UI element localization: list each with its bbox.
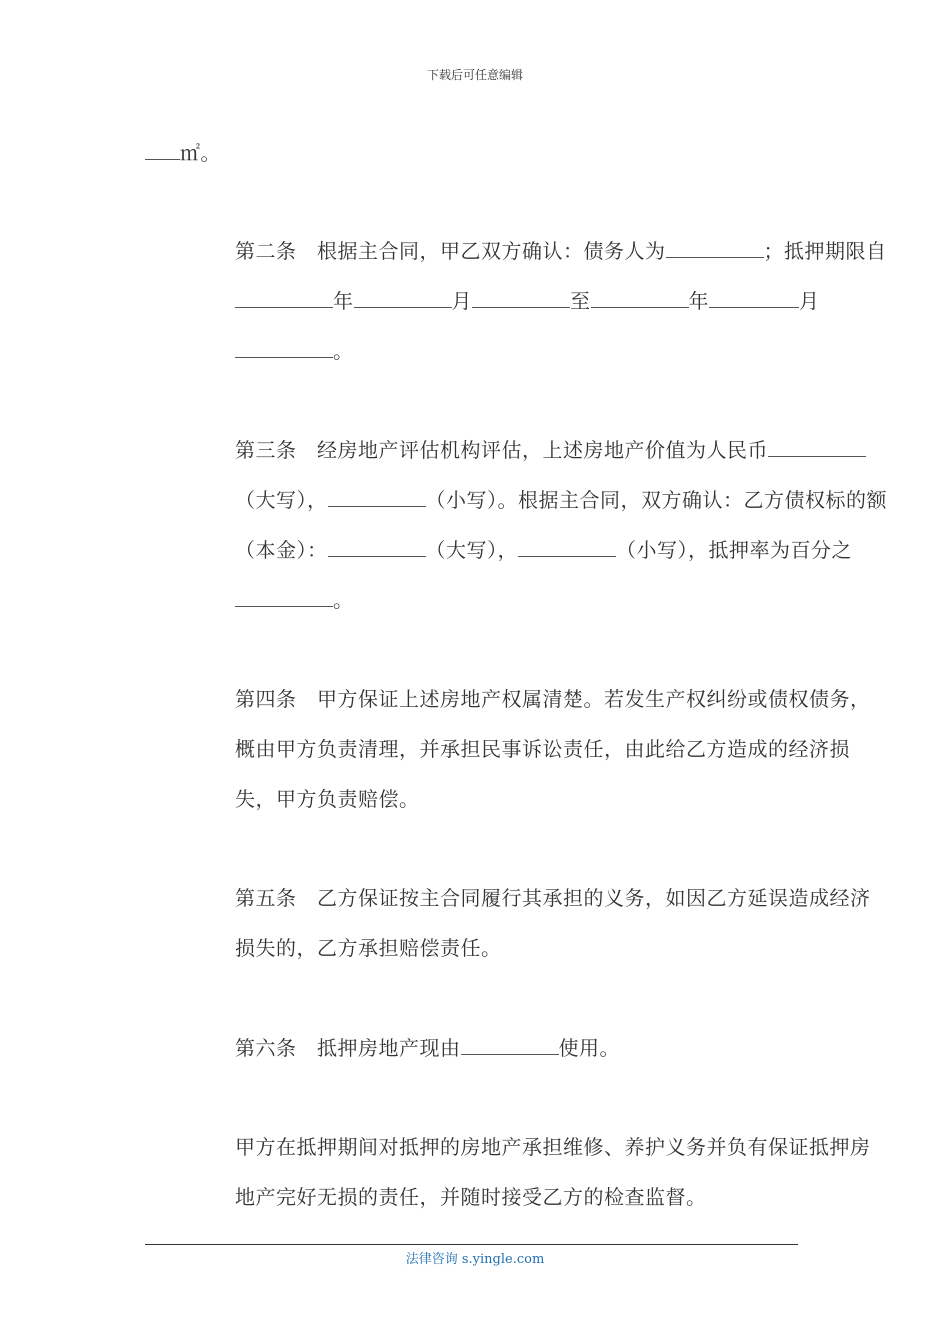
blank-field xyxy=(472,285,570,308)
article-6-text-1: 第六条 抵押房地产现由 xyxy=(235,1036,461,1060)
article-5: 第五条 乙方保证按主合同履行其承担的义务，如因乙方延误造成经济损失的，乙方承担赔偿责任。 xyxy=(235,886,871,960)
article-2-text-9: 。 xyxy=(333,339,354,363)
article-2-text-2: ； xyxy=(763,239,784,263)
article-2-text-1: 第二条 根据主合同，甲乙双方确认：债务人为 xyxy=(235,239,666,263)
article-2-text-7: 年 xyxy=(688,289,709,313)
area-unit-text: ㎡。 xyxy=(180,141,221,165)
article-2-text-6: 至 xyxy=(570,289,591,313)
article-3-text-3: （小写）。根据主合同，双方确认：乙方债权标的额（本金）： xyxy=(235,488,887,562)
article-3-text-6: 。 xyxy=(333,588,354,612)
blank-field xyxy=(354,285,452,308)
article-3-text-2: （大写）， xyxy=(235,488,328,512)
footer-divider xyxy=(145,1244,798,1245)
article-3-text-1: 第三条 经房地产评估机构评估，上述房地产价值为人民币 xyxy=(235,438,768,462)
blank-field xyxy=(764,285,799,308)
footer-link[interactable]: 法律咨询 s.yingle.com xyxy=(405,1252,545,1267)
blank-field xyxy=(518,534,616,557)
article-6 xyxy=(145,1023,887,1073)
blank-field xyxy=(328,534,426,557)
blank-field xyxy=(235,335,333,358)
page-header-note: 下载后可任意编辑 xyxy=(426,68,523,82)
article-2-text-3: 抵押期限自 xyxy=(784,239,887,263)
article-3-text-4: （大写）， xyxy=(425,538,518,562)
article-2-text-5: 月 xyxy=(451,289,472,313)
blank-field xyxy=(768,434,866,457)
article-2-text-8: 月 xyxy=(799,289,820,313)
article-2 xyxy=(145,226,887,376)
blank-field xyxy=(235,584,333,607)
blank-field xyxy=(235,285,333,308)
blank-field xyxy=(666,235,764,258)
blank-field xyxy=(461,1032,559,1055)
area-unit-line xyxy=(145,128,797,178)
blank-field xyxy=(709,285,764,308)
article-2-text-4: 年 xyxy=(333,289,354,313)
blank-field xyxy=(328,484,426,507)
article-3-text-5: （小写），抵押率为百分之 xyxy=(616,538,852,562)
article-3 xyxy=(145,425,887,625)
maintenance-paragraph: 甲方在抵押期间对抵押的房地产承担维修、养护义务并负有保证抵押房地产完好无损的责任，并随时接受乙方的检查监督。 xyxy=(235,1135,871,1209)
blank-field xyxy=(591,285,689,308)
article-6-text-2: 使用。 xyxy=(558,1036,620,1060)
blank-field xyxy=(145,137,180,160)
article-4: 第四条 甲方保证上述房地产权属清楚。若发生产权纠纷或债权债务，概由甲方负责清理，并承担民事诉讼责任，由此给乙方造成的经济损失，甲方负责赔偿。 xyxy=(235,687,871,811)
